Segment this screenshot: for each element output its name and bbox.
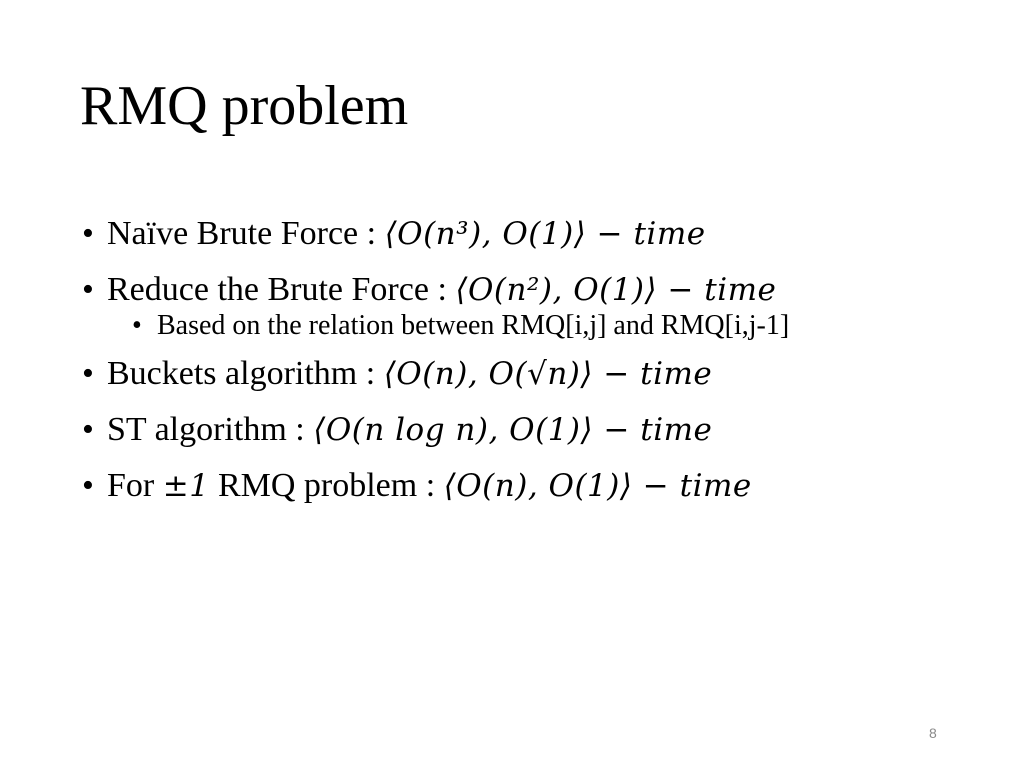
- complexity-formula: ⟨O(n³), O(1)⟩ − time: [384, 216, 706, 252]
- bullet-plus-minus-one-rmq: [80, 458, 789, 514]
- page-number: 8: [929, 725, 937, 741]
- sub-bullet-relation: [80, 306, 789, 346]
- bullet-text-continued: RMQ problem :: [209, 467, 444, 504]
- bullet-text: Based on the relation between RMQ[i,j] and RMQ[i,j-1]: [157, 310, 790, 341]
- bullet-text: Buckets algorithm :: [107, 355, 384, 392]
- complexity-formula: ⟨O(n), O(1)⟩ − time: [443, 468, 752, 504]
- bullet-buckets-algorithm: [80, 346, 789, 402]
- complexity-formula: ⟨O(n log n), O(1)⟩ − time: [313, 412, 713, 448]
- bullet-dot: •: [82, 215, 94, 252]
- complexity-formula: ⟨O(n²), O(1)⟩ − time: [455, 272, 777, 308]
- bullet-text: ST algorithm :: [107, 411, 314, 448]
- bullet-dot: •: [132, 310, 142, 341]
- bullet-naive-brute-force: [80, 206, 789, 262]
- bullet-dot: •: [82, 411, 94, 448]
- bullet-list: [80, 206, 789, 514]
- bullet-text: Naïve Brute Force :: [107, 215, 385, 252]
- bullet-text: For: [107, 467, 163, 504]
- bullet-dot: •: [82, 355, 94, 392]
- bullet-dot: •: [82, 467, 94, 504]
- bullet-text: Reduce the Brute Force :: [107, 271, 456, 308]
- complexity-formula: ⟨O(n), O(√n)⟩ − time: [383, 356, 713, 392]
- plus-minus-one: ±1: [162, 468, 210, 504]
- bullet-dot: •: [82, 271, 94, 308]
- bullet-st-algorithm: [80, 402, 789, 458]
- slide-title: RMQ problem: [80, 75, 409, 137]
